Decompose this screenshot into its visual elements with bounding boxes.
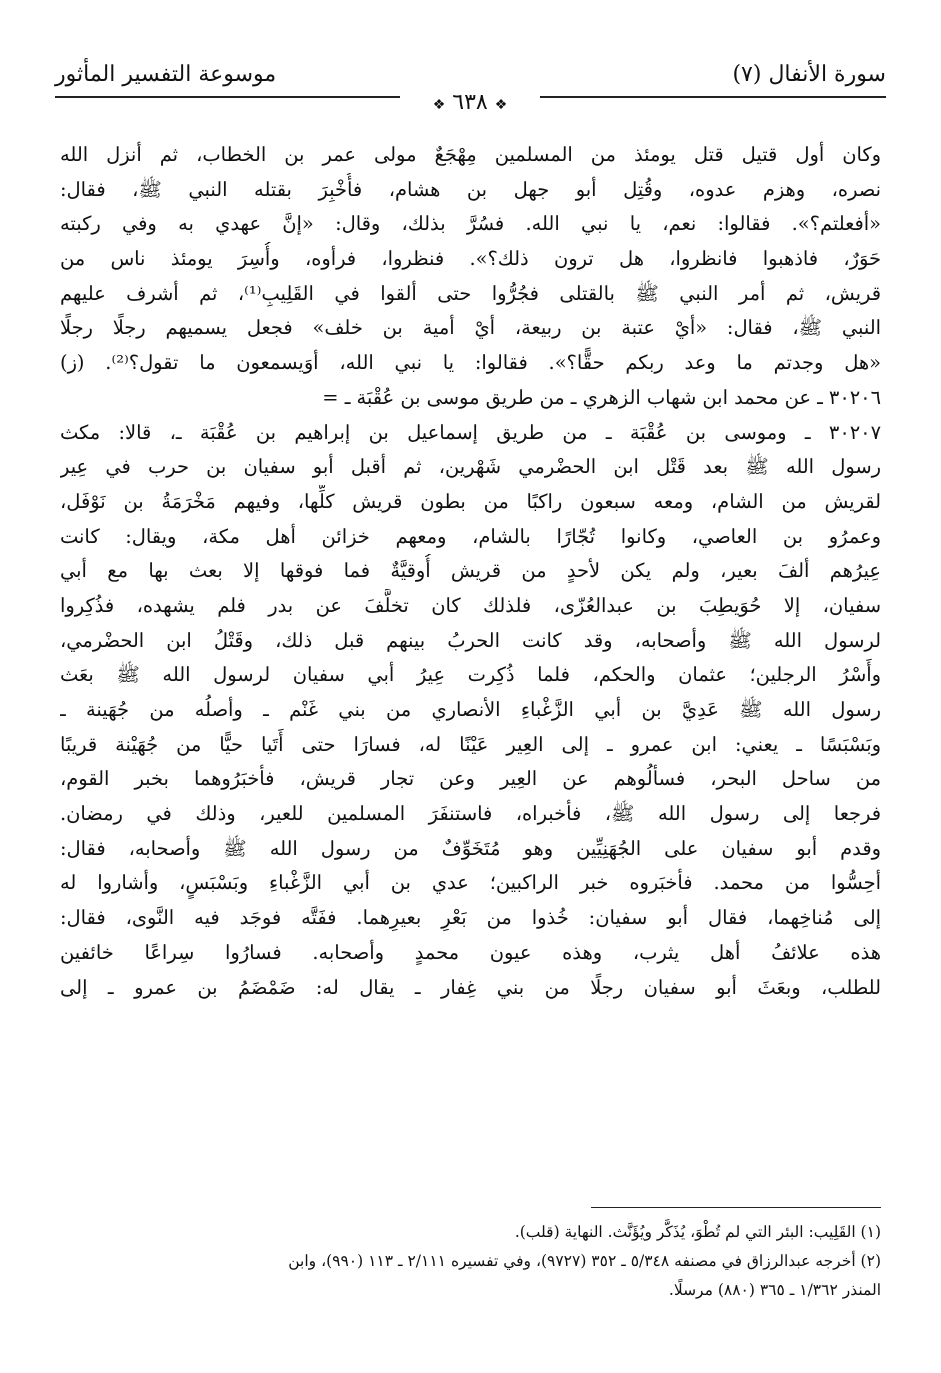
text-line: أحِسُّوا من محمد. فأخبَروه خبر الراكبين؛ عدي بن أبي الزَّغْباءِ وبَسْبَسٍ، وأشاروا له	[60, 871, 881, 895]
surah-title: سورة الأنفال (٧)	[732, 62, 886, 87]
footnote-line: (١) القَلِيب: البئر التي لم تُطْوَ، يُذَكَّر ويُؤَنَّث. النهاية (قلب).	[514, 1223, 881, 1241]
text-line: قريش، ثم أمر النبي ﷺ بالقتلى فجُرُّوا حتى ألقوا في القَلِيبِ⁽¹⁾، ثم أشرف عليهم	[60, 281, 881, 305]
footnote-line: المنذر ١/٣٦٢ ـ ٣٦٥ (٨٨٠) مرسلًا.	[668, 1281, 881, 1299]
text-line: عِيرُهم ألفَ بعير، ولم يكن لأحدٍ من قريش أُوقيَّةٌ فما فوقها إلا بعث بها مع أبي	[60, 559, 881, 583]
main-text	[60, 138, 881, 1005]
footnotes	[60, 1218, 881, 1305]
text-line: هذه علائفُ أهل يثرب، وهذه عيون محمدٍ وأصحابه. فسارُوا سِراعًا خائفين	[60, 940, 881, 964]
text-line: وقدم أبو سفيان على الجُهَنِيِّين وهو مُتَخَوِّفٌ من رسول الله ﷺ وأصحابه، فقال:	[60, 836, 881, 860]
text-line: النبي ﷺ، فقال: «أيْ عتبة بن ربيعة، أيْ أمية بن خلف» فجعل يسميهم رجلًا رجلًا	[60, 316, 881, 340]
ornament-icon: ❖	[494, 97, 508, 113]
text-line: من ساحل البحر، فسألُوهم عن العِير وعن تجار قريش، فأخبَرُوهما بخبر القوم،	[60, 767, 881, 791]
footnote-line: (٢) أخرجه عبدالرزاق في مصنفه ٥/٣٤٨ ـ ٣٥٢ (٩٧٢٧)، وفي تفسيره ٢/١١١ ـ ١١٣ (٩٩٠)، وابن	[288, 1252, 881, 1270]
text-line: للطلب، وبعَثَ أبو سفيان رجلًا من بني غِفار ـ يقال له: ضَمْضَمُ بن عمرو ـ إلى	[60, 975, 881, 999]
text-line: رسول الله ﷺ بعد قَتْل ابن الحضْرمي شَهْرين، ثم أقبل أبو سفيان بن حرب في عِير	[60, 455, 881, 479]
text-line: ٣٠٢٠٦ ـ عن محمد ابن شهاب الزهري ـ من طريق موسى بن عُقْبَة ـ =	[322, 385, 881, 409]
text-line: رسول الله ﷺ عَدِيَّ بن أبي الزَّغْباءِ الأنصاري من بني غَنْم ـ وأصلُه من جُهَينة ـ	[60, 698, 881, 721]
text-line: «هل وجدتم ما وعد ربكم حقًّا؟». فقالوا: يا نبي الله، أوَيسمعون ما تقول؟⁽²⁾. (ز)	[60, 351, 881, 375]
text-line: وبَسْبَسًا ـ يعني: ابن عمرو ـ إلى العِير عَيْنًا له، فسارَا حتى أَتَيا حيًّا من جُهَيْنة قريبًا	[60, 732, 881, 756]
text-line: وكان أول قتيل قتل يومئذ من المسلمين مِهْجَعٌ مولى عمر بن الخطاب، ثم أنزل الله	[60, 143, 881, 166]
text-line: نصره، وهزم عدوه، وقُتِل أبو جهل بن هشام، فأُخْبِرَ بقتله النبي ﷺ، فقال:	[60, 177, 881, 201]
book-title: موسوعة التفسير المأثور	[55, 62, 277, 87]
text-line: ٣٠٢٠٧ ـ وموسى بن عُقْبَة ـ من طريق إسماعيل بن إبراهيم بن عُقْبَة ـ، قالا: مكث	[60, 420, 881, 444]
ornament-icon: ❖	[432, 97, 446, 113]
text-line: إلى مُناخِهما، فقال أبو سفيان: خُذوا من بَعْرِ بعيرِهما. ففَتَّه فوجَد فيه النَّوى، فقال:	[60, 906, 881, 930]
page-number-box	[400, 90, 540, 115]
text-line: سفيان، إلا حُوَيطِبَ بن عبدالعُزّى، فلذلك كان تخلَّفَ عن بدر فلم يشهده، فذُكِروا	[60, 593, 881, 617]
text-line: فرجعا إلى رسول الله ﷺ، فأخبراه، فاستنفَرَ المسلمين للعير، وذلك في رمضان.	[60, 802, 881, 826]
text-line: لقريش من الشام، ومعه سبعون راكبًا من بطون قريش كلِّها، وفيهم مَخْرَمَةُ بن نَوْفَل،	[60, 489, 881, 513]
footnote-rule	[591, 1207, 881, 1208]
text-line: «أفعلتم؟». فقالوا: نعم، يا نبي الله. فسُرَّ بذلك، وقال: «إنَّ عهدي به وفي ركبته	[60, 212, 881, 236]
text-line: لرسول الله ﷺ وأصحابه، وقد كانت الحربُ بينهم قبل ذلك، وقَتْلُ ابن الحضْرمي،	[60, 628, 881, 652]
page-number: ٦٣٨	[452, 90, 488, 115]
text-line: وعمرُو بن العاصي، وكانوا تُجّارًا بالشام، ومعهم خزائن أهل مكة، ويقال: كانت	[60, 524, 881, 548]
text-line: حَوَرٌ، فاذهبوا فانظروا، هل ترون ذلك؟». فنظروا، فرأوه، وأُسِرَ يومئذ ناس من	[60, 247, 881, 271]
text-line: وأَسْرُ الرجلين؛ عثمان والحكم، فلما ذُكِرت عِيرُ أبي سفيان لرسول الله ﷺ بعَث	[60, 663, 881, 687]
